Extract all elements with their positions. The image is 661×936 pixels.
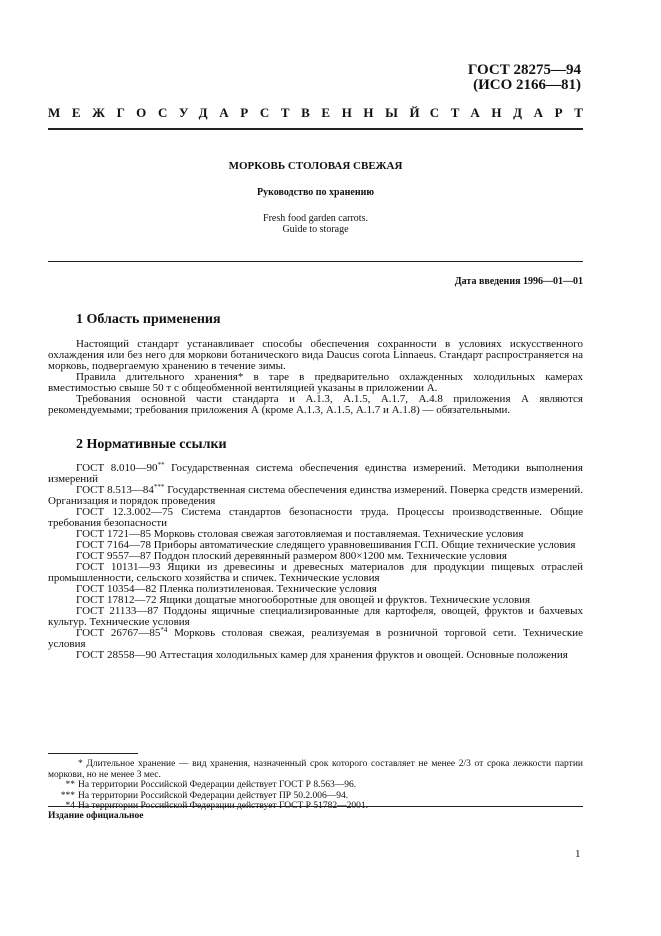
footnote-mark: ***	[60, 790, 75, 801]
reference-title: Морковь столовая свежая, реализуемая в розничной торговой сети. Технические условия	[48, 627, 583, 650]
reference-code: ГОСТ 7164—78	[76, 539, 151, 551]
reference-code: ГОСТ 10354—82	[76, 583, 157, 595]
reference-footnote-mark: *4	[160, 626, 168, 634]
footnote-1	[48, 759, 583, 780]
reference-item	[48, 562, 583, 584]
footnote-mark: **	[65, 780, 75, 791]
title-rule	[48, 261, 583, 262]
reference-title: Государственная система обеспечения единства измерений. Поверка средств измерений. Организация и порядок проведения	[48, 484, 583, 507]
reference-code: ГОСТ 1721—85	[76, 528, 151, 540]
reference-title: Ящики из древесины и древесных материалов для продукции пищевых отраслей промышленности, сельского хозяйства и спичек. Технические условия	[48, 561, 583, 584]
document-subtitle: Руководство по хранению	[257, 187, 374, 198]
reference-item	[48, 628, 583, 650]
scope-paragraph	[48, 372, 583, 394]
reference-code: ГОСТ 8.010—90	[76, 462, 158, 474]
reference-footnote-mark: ***	[153, 483, 165, 491]
reference-title: Система стандартов безопасности труда. Процессы производственные. Общие требования безопасности	[48, 506, 583, 529]
standard-code: ГОСТ 28275—94	[467, 62, 581, 78]
reference-title: Поддон плоский деревянный размером 800×1200 мм. Технические условия	[150, 550, 507, 562]
reference-title: Государственная система обеспечения единства измерений. Методики выполнения измерений	[48, 462, 583, 485]
english-title	[48, 213, 583, 235]
scope-paragraph: Требования основной части стандарта и А.1.3, А.1.5, А.1.7, А.4.8 приложения А являются рекомендуемыми; требования приложения А (кроме А.1.3, А.1.5, А.1.7 и А.1.8) — обязательными.	[48, 393, 583, 416]
reference-title: Ящики дощатые многооборотные для овощей и фруктов. Технические условия	[156, 594, 531, 606]
reference-code: ГОСТ 12.3.002—75	[76, 506, 173, 518]
footnote-text: * Длительное хранение — вид хранения, назначенный срок которого составляет не менее	[78, 759, 459, 769]
english-title-line2: Guide to storage	[282, 224, 349, 235]
reference-code: ГОСТ 17812—72	[76, 594, 157, 606]
footnote-text: На территории Российской Федерации действует ПР 50.2.006—94.	[78, 790, 349, 801]
section-heading-normative-refs: 2 Нормативные ссылки	[76, 437, 227, 452]
reference-code: ГОСТ 8.513—84	[76, 484, 154, 496]
scope-paragraph-text: Правила длительного хранения	[76, 371, 238, 383]
reference-title: Морковь столовая свежая заготовляемая и поставляемая. Технические условия	[150, 528, 524, 540]
reference-title: Пленка полиэтиленовая. Технические условия	[156, 583, 377, 595]
reference-item	[48, 650, 583, 661]
footnote-separator	[48, 753, 138, 754]
reference-title: Аттестация холодильных камер для хранения фруктов и овощей. Основные положения	[156, 649, 568, 661]
english-title-line1: Fresh food garden carrots.	[263, 213, 368, 224]
section-scope-body	[48, 339, 583, 416]
banner-word-standard: СТАНДАРТ	[429, 105, 595, 120]
footnote-3	[48, 791, 583, 802]
iso-code: (ИСО 2166—81)	[473, 77, 581, 93]
reference-code: ГОСТ 26767—85	[76, 627, 161, 639]
banner-word-interstate: МЕЖГОСУДАРСТВЕННЫЙ	[48, 105, 432, 120]
reference-code: ГОСТ 9557—87	[76, 550, 151, 562]
reference-code: ГОСТ 10131—93	[76, 561, 161, 573]
reference-title: Поддоны ящичные специализированные для картофеля, овощей, фруктов и бахчевых культур. Технические условия	[48, 605, 583, 628]
reference-code: ГОСТ 28558—90	[76, 649, 157, 661]
scope-paragraph: Настоящий стандарт устанавливает способы обеспечения сохранности в условиях искусственного охлаждения или без него для моркови ботанического вида Daucus corota Linnaeus. Стандарт распространяется на морковь, подвергаемую хранению в течение зимы.	[48, 338, 583, 372]
normative-references-list	[48, 463, 583, 661]
footnote-2	[48, 780, 583, 791]
edition-rule	[48, 806, 583, 807]
footnote-fraction: 2/3	[458, 759, 471, 769]
standard-number	[468, 63, 581, 93]
official-edition-label: Издание официальное	[48, 811, 144, 821]
scope-paragraph-text: * в таре в предварительно охлажденных холодильных камерах вместимостью свыше 50 т с общеобменной вентиляцией указаны в приложении А.	[48, 371, 583, 394]
reference-footnote-mark: **	[157, 461, 165, 469]
section-heading-scope: 1 Область применения	[76, 312, 221, 327]
footnotes	[48, 759, 583, 812]
reference-item	[48, 606, 583, 628]
introduction-date: Дата введения 1996—01—01	[454, 276, 583, 287]
reference-item	[48, 485, 583, 507]
footnote-text: от срока лежкости партии моркови, но не менее 3 мес.	[48, 759, 583, 780]
reference-item	[48, 507, 583, 529]
footnote-text: На территории Российской Федерации действует ГОСТ Р 8.563—96.	[78, 780, 357, 791]
reference-title: Приборы автоматические следящего уравновешивания ГСП. Общие технические условия	[150, 539, 576, 551]
reference-code: ГОСТ 21133—87	[76, 605, 159, 617]
document-title: МОРКОВЬ СТОЛОВАЯ СВЕЖАЯ	[228, 160, 403, 172]
header-rule	[48, 128, 583, 130]
page-number: 1	[575, 848, 581, 860]
reference-item	[48, 463, 583, 485]
